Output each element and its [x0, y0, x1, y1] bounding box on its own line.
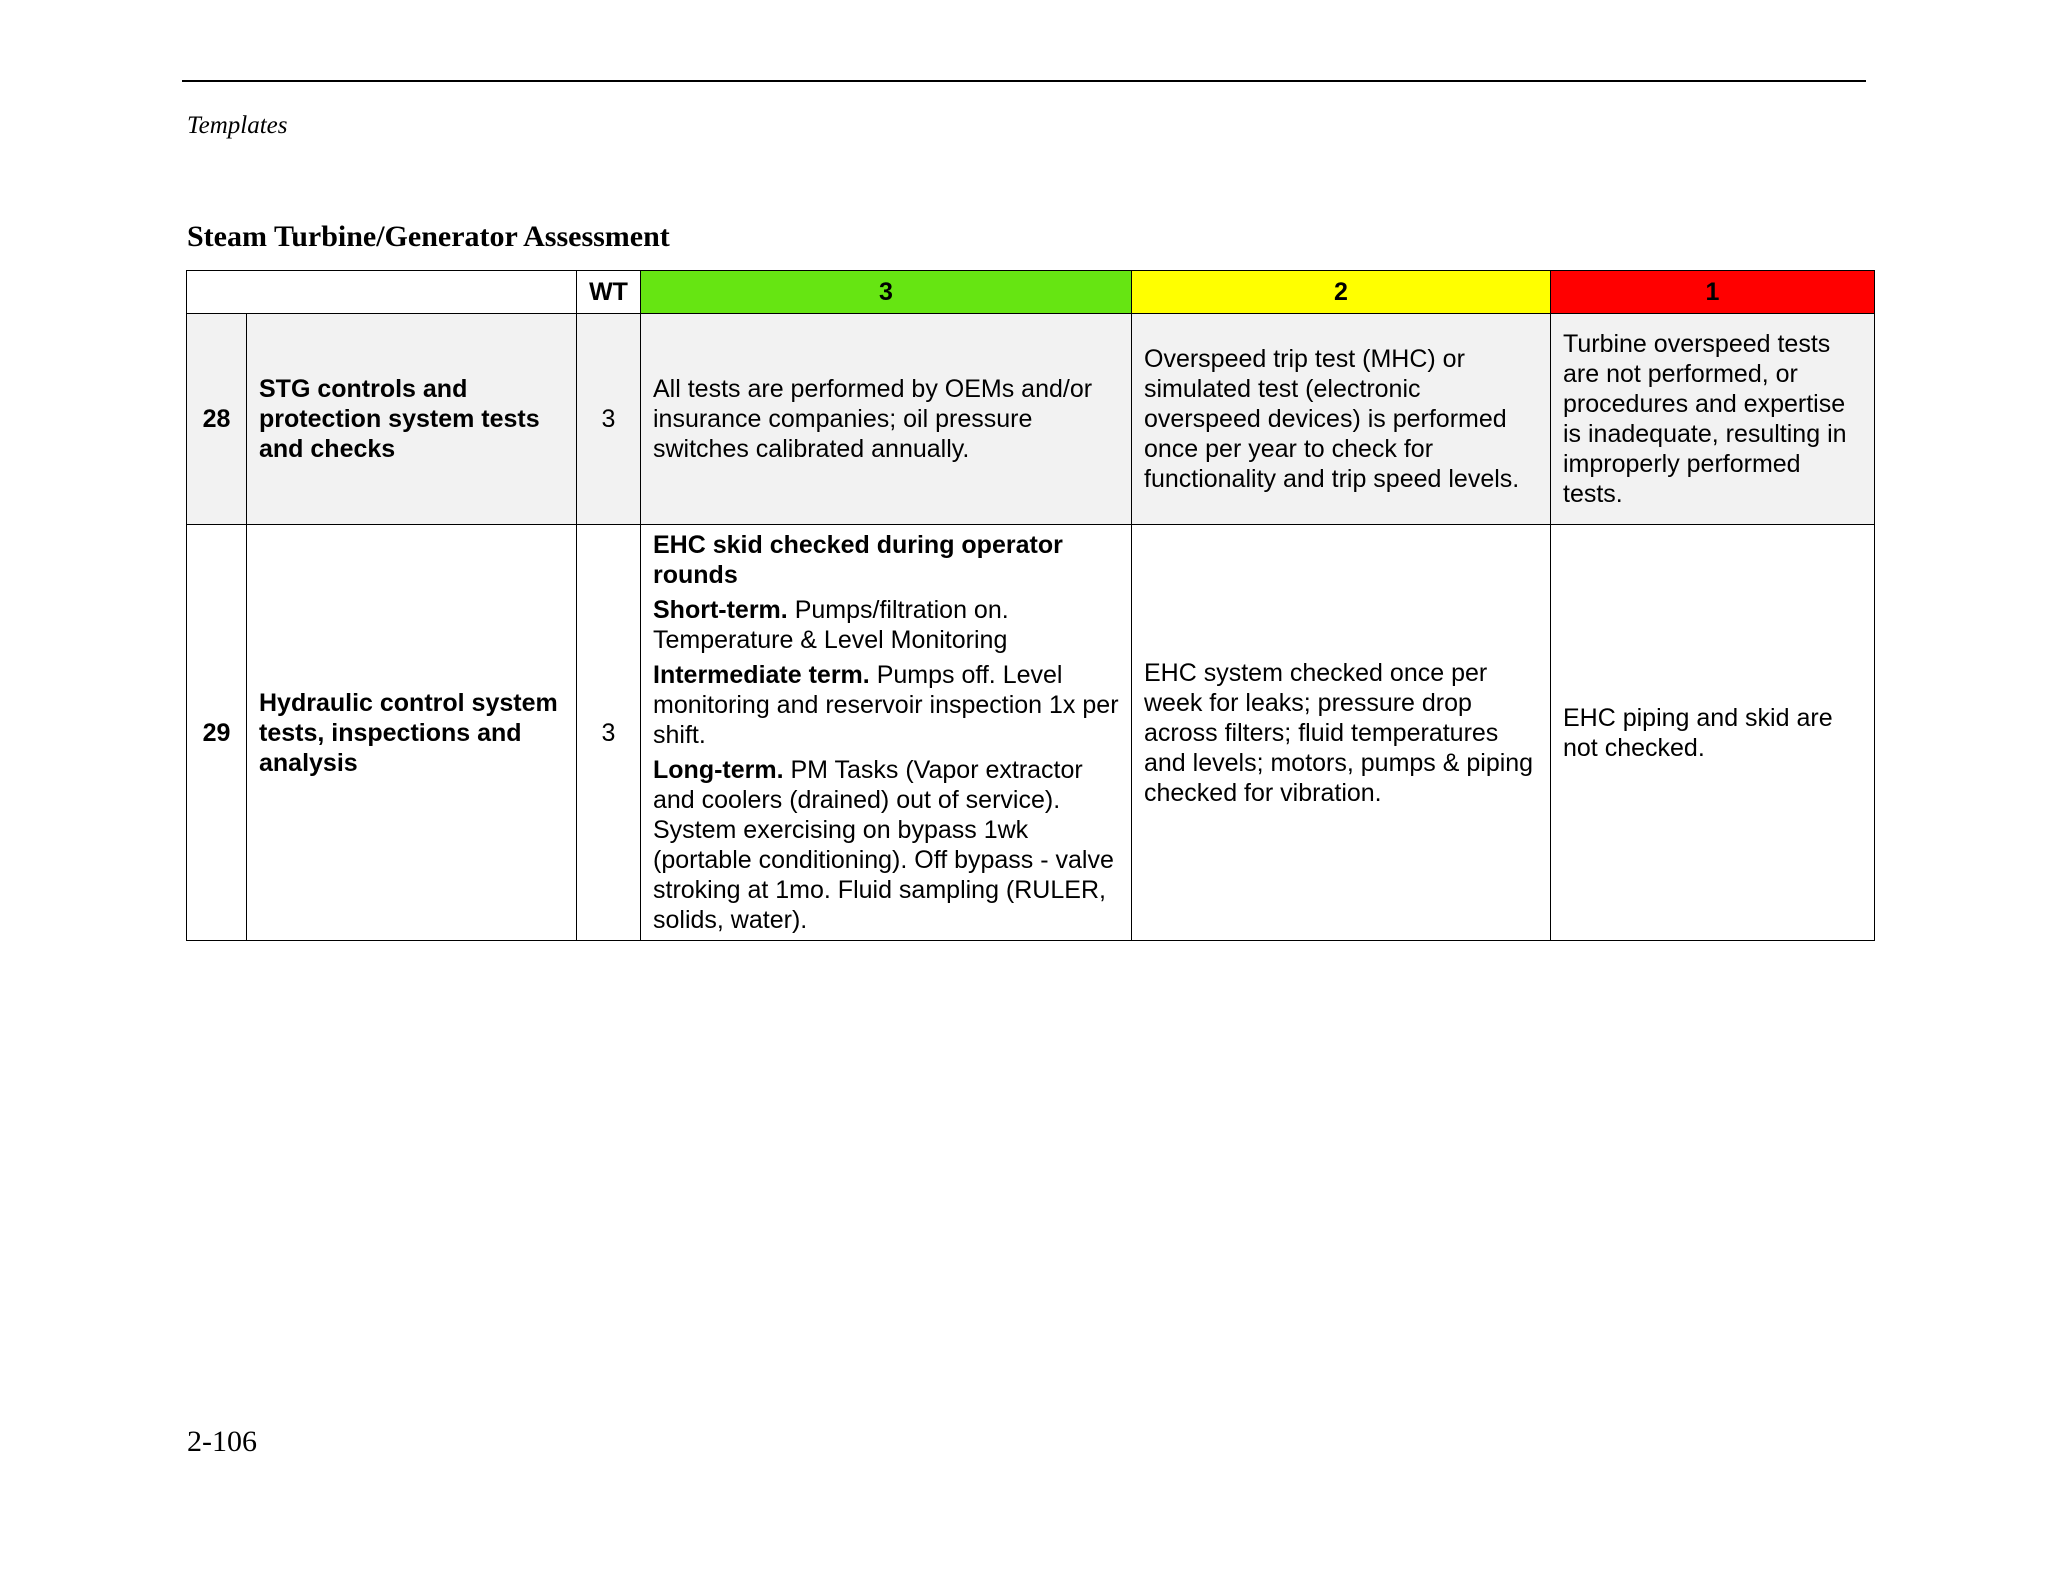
header-blank-cell	[187, 271, 577, 314]
score-3-criteria: All tests are performed by OEMs and/or insurance companies; oil pressure switches calibrated annually.	[641, 314, 1132, 525]
row-topic: Hydraulic control system tests, inspections and analysis	[247, 525, 577, 941]
intermediate-term-text: Pumps off. Level monitoring and reservoir inspection 1x per shift.	[653, 661, 1119, 749]
long-term-text: PM Tasks (Vapor extractor and coolers (drained) out of service). System exercising on bypass 1wk (portable conditioning). Off bypass - valve stroking at 1mo. Fluid sampling (RULER, solids, water).	[653, 756, 1114, 934]
header-score-2: 2	[1132, 271, 1551, 314]
long-term-paragraph	[653, 755, 1119, 935]
page-number: 2-106	[187, 1425, 257, 1458]
running-header: Templates	[187, 112, 288, 139]
short-term-paragraph	[653, 595, 1119, 655]
assessment-table	[186, 270, 1875, 941]
score-1-criteria: EHC piping and skid are not checked.	[1551, 525, 1875, 941]
table-header-row	[187, 271, 1875, 314]
row-weight: 3	[577, 525, 641, 941]
header-wt: WT	[577, 271, 641, 314]
row-weight: 3	[577, 314, 641, 525]
section-title: Steam Turbine/Generator Assessment	[187, 220, 670, 253]
header-score-1: 1	[1551, 271, 1875, 314]
table-row	[187, 525, 1875, 941]
short-term-text: Pumps/filtration on. Temperature & Level Monitoring	[653, 596, 1009, 654]
header-rule	[182, 80, 1866, 82]
long-term-label: Long-term.	[653, 756, 784, 784]
row-topic: STG controls and protection system tests and checks	[247, 314, 577, 525]
header-score-3: 3	[641, 271, 1132, 314]
score-3-criteria	[641, 525, 1132, 941]
intermediate-term-label: Intermediate term.	[653, 661, 870, 689]
table-row	[187, 314, 1875, 525]
score-2-criteria: Overspeed trip test (MHC) or simulated test (electronic overspeed devices) is performed once per year to check for functionality and trip speed levels.	[1132, 314, 1551, 525]
criteria-heading: EHC skid checked during operator rounds	[653, 531, 1063, 589]
row-number: 29	[187, 525, 247, 941]
score-1-criteria: Turbine overspeed tests are not performed, or procedures and expertise is inadequate, resulting in improperly performed tests.	[1551, 314, 1875, 525]
short-term-label: Short-term.	[653, 596, 788, 624]
intermediate-term-paragraph	[653, 660, 1119, 750]
score-2-criteria: EHC system checked once per week for leaks; pressure drop across filters; fluid temperatures and levels; motors, pumps & piping checked for vibration.	[1132, 525, 1551, 941]
row-number: 28	[187, 314, 247, 525]
